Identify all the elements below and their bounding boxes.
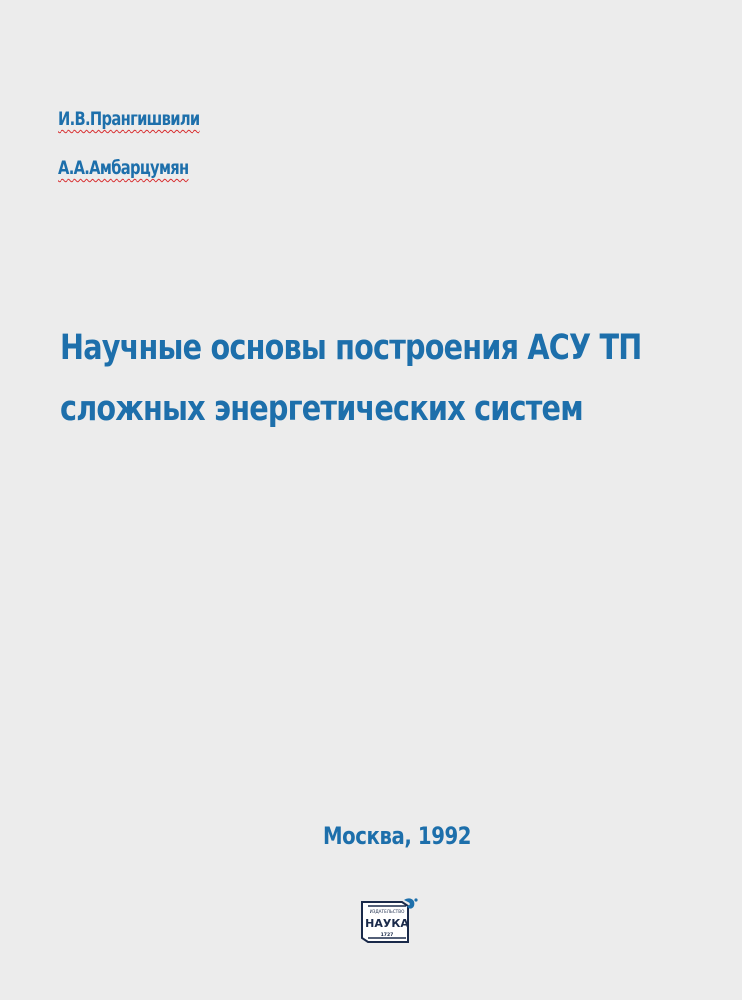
publisher-logo-year: 1727	[380, 933, 394, 938]
book-title	[60, 318, 642, 440]
publisher-logo-name: НАУКА	[365, 917, 409, 930]
publisher-logo-nauka-icon	[358, 896, 422, 948]
book-title-line-1: Научные основы построения АСУ ТП	[60, 328, 642, 368]
imprint-city-year: Москва, 1992	[323, 822, 472, 850]
publisher-logo-top-text: ИЗДАТЕЛЬСТВО	[369, 909, 405, 914]
author-name-2: А.А.Амбарцумян	[58, 157, 189, 179]
author-name-1: И.В.Прангишвили	[58, 108, 200, 130]
book-title-line-2: сложных энергетических систем	[60, 389, 583, 429]
